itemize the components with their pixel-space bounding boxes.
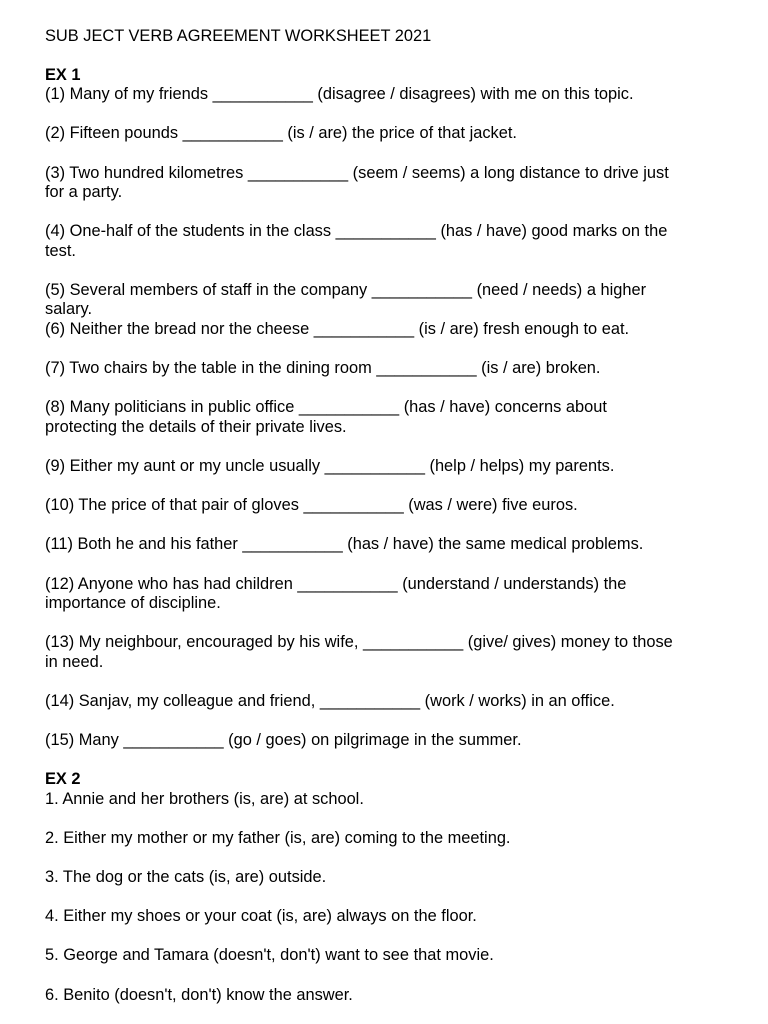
ex2-line-5: 5. George and Tamara (doesn't, don't) want to see that movie. [45,946,494,964]
ex2-line-4: 4. Either my shoes or your coat (is, are) always on the floor. [45,907,477,925]
ex1-line-8-cont: protecting the details of their private lives. [45,418,347,436]
ex2-line-1: 1. Annie and her brothers (is, are) at school. [45,790,364,808]
ex1-line-7: (7) Two chairs by the table in the dining room ___________ (is / are) broken. [45,359,601,377]
ex1-line-13-cont: in need. [45,653,104,671]
ex1-line-13: (13) My neighbour, encouraged by his wife, ___________ (give/ gives) money to those [45,633,673,651]
ex1-line-12-cont: importance of discipline. [45,594,221,612]
ex1-line-8: (8) Many politicians in public office ___________ (has / have) concerns about [45,398,607,416]
ex1-line-3-cont: for a party. [45,183,123,201]
worksheet-title: SUB JECT VERB AGREEMENT WORKSHEET 2021 [45,27,432,45]
ex1-line-5: (5) Several members of staff in the company ___________ (need / needs) a higher [45,281,647,299]
ex1-line-2: (2) Fifteen pounds ___________ (is / are) the price of that jacket. [45,124,517,142]
ex1-line-5-cont: salary. [45,300,93,318]
ex1-line-4-cont: test. [45,242,76,260]
ex1-line-4: (4) One-half of the students in the class ___________ (has / have) good marks on the [45,222,668,240]
ex2-line-2: 2. Either my mother or my father (is, are) coming to the meeting. [45,829,511,847]
ex1-line-9: (9) Either my aunt or my uncle usually ___________ (help / helps) my parents. [45,457,615,475]
ex1-line-12: (12) Anyone who has had children ___________ (understand / understands) the [45,575,627,593]
ex1-line-10: (10) The price of that pair of gloves ___________ (was / were) five euros. [45,496,578,514]
ex1-line-11: (11) Both he and his father ___________ (has / have) the same medical problems. [45,535,644,553]
ex2-heading: EX 2 [45,770,81,788]
ex2-line-3: 3. The dog or the cats (is, are) outside. [45,868,327,886]
ex1-line-15: (15) Many ___________ (go / goes) on pilgrimage in the summer. [45,731,522,749]
ex1-line-3: (3) Two hundred kilometres ___________ (seem / seems) a long distance to drive just [45,164,669,182]
ex1-heading: EX 1 [45,66,81,84]
ex2-line-6: 6. Benito (doesn't, don't) know the answer. [45,986,353,1004]
ex1-line-14: (14) Sanjav, my colleague and friend, ___________ (work / works) in an office. [45,692,615,710]
ex1-line-1: (1) Many of my friends ___________ (disagree / disagrees) with me on this topic. [45,85,634,103]
ex1-line-6: (6) Neither the bread nor the cheese ___________ (is / are) fresh enough to eat. [45,320,630,338]
